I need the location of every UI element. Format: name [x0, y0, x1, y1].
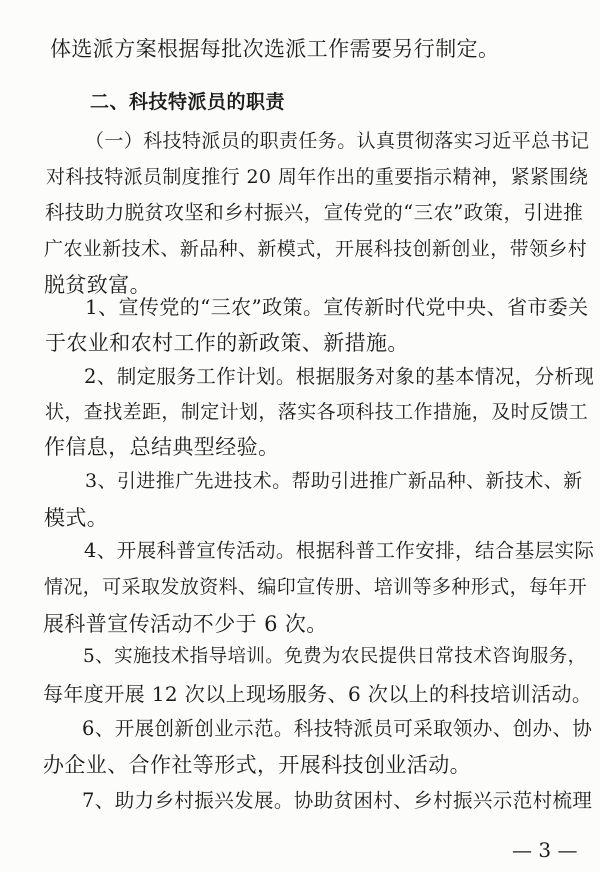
- text-line: 办企业、合作社等形式，开展科技创业活动。: [43, 753, 471, 777]
- text-line: 脱贫致富。: [44, 273, 151, 297]
- text-line: 3、引进推广先进技术。帮助引进推广新品种、新技术、新: [85, 470, 583, 492]
- text-line: 于农业和农村工作的新政策、新措施。: [45, 331, 409, 355]
- section-heading: 二、科技特派员的职责: [90, 91, 286, 113]
- text-line: 6、开展创新创业示范。科技特派员可采取领办、创办、协: [82, 717, 593, 740]
- text-line: 5、实施技术指导培训。免费为农民提供日常技术咨询服务，: [83, 646, 587, 667]
- text-line: 科技助力脱贫攻坚和乡村振兴，宣传党的“三农”政策，引进推: [45, 201, 584, 224]
- text-line: 体选派方案根据每批次选派工作需要另行制定。: [50, 37, 500, 61]
- text-line: 每年度开展 12 次以上现场服务、6 次以上的科技培训活动。: [43, 682, 593, 706]
- text-line: 对科技特派员制度推行 20 周年作出的重要指示精神，紧紧围绕: [46, 166, 589, 188]
- text-line: 广农业新技术、新品种、新模式，开展科技创新创业，带领乡村: [44, 238, 588, 260]
- text-line: 情况，可采取发放资料、编印宣传册、培训等多种形式，每年开: [44, 576, 588, 598]
- page-number: — 3 —: [512, 838, 578, 862]
- text-line: 展科普宣传活动不少于 6 次。: [43, 612, 328, 636]
- text-line: 2、制定服务工作计划。根据服务对象的基本情况，分析现: [84, 365, 595, 388]
- text-line: 状，查找差距，制定计划，落实各项科技工作措施，及时反馈工: [45, 401, 589, 423]
- text-line: 作信息，总结典型经验。: [44, 435, 280, 459]
- text-line: 1、宣传党的“三农”政策。宣传新时代党中央、省市委关: [85, 295, 589, 319]
- text-line: 模式。: [44, 506, 109, 530]
- text-line: 4、开展科普宣传活动。根据科普工作安排，结合基层实际: [84, 539, 595, 562]
- text-line: （一）科技特派员的职责任务。认真贯彻落实习近平总书记: [85, 130, 590, 152]
- text-line: 7、助力乡村振兴发展。协助贫困村、乡村振兴示范村梳理: [82, 789, 593, 812]
